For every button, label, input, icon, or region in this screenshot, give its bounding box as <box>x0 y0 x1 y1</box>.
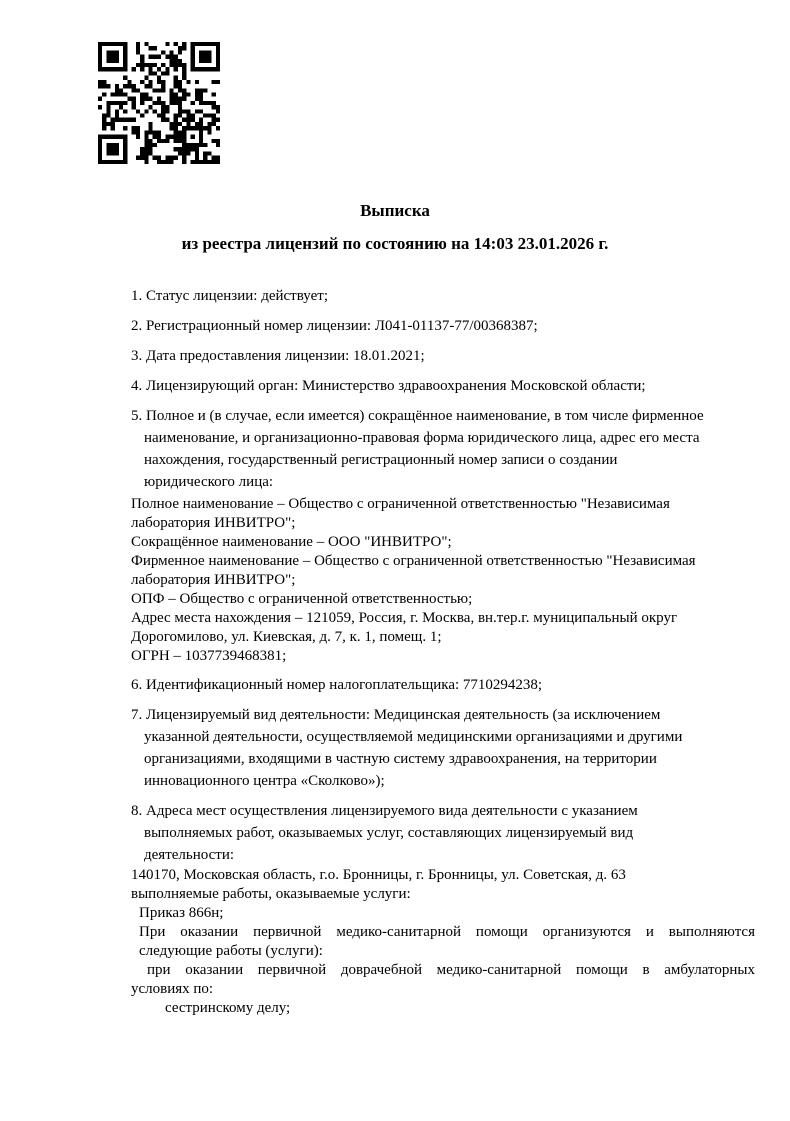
paragraph-12 <box>131 923 755 961</box>
doc-line: организациями, входящими в частную систему здравоохранения, на территории <box>144 751 657 767</box>
doc-line: следующие работы (услуги): <box>139 943 323 959</box>
doc-line: 5. Полное и (в случае, если имеется) сокращённое наименование, в том числе фирменное <box>131 408 704 424</box>
paragraph-1 <box>131 285 755 307</box>
document-title-block <box>0 200 790 255</box>
page-subtitle: из реестра лицензий по состоянию на 14:03 23.01.2026 г. <box>181 234 609 253</box>
doc-line: 8. Адреса мест осуществления лицензируемого вида деятельности с указанием <box>131 803 638 819</box>
paragraph-2 <box>131 315 755 337</box>
doc-line: инновационного центра «Сколково»); <box>144 773 385 789</box>
document-body <box>131 285 755 1018</box>
doc-line: 140170, Московская область, г.о. Бронницы, г. Бронницы, ул. Советская, д. 63 <box>131 867 626 883</box>
doc-line: 1. Статус лицензии: действует; <box>131 288 328 304</box>
doc-line: лаборатория ИНВИТРО"; <box>131 515 296 531</box>
paragraph-13 <box>131 961 755 999</box>
paragraph-10 <box>131 866 755 904</box>
doc-line: Сокращённое наименование – ООО "ИНВИТРО"; <box>131 534 452 550</box>
doc-line: Адрес места нахождения – 121059, Россия, г. Москва, вн.тер.г. муниципальный округ <box>131 610 678 626</box>
doc-line: ОПФ – Общество с ограниченной ответственностью; <box>131 591 473 607</box>
doc-line: Дорогомилово, ул. Киевская, д. 7, к. 1, помещ. 1; <box>131 629 442 645</box>
doc-line: При оказании первичной медико-санитарной помощи организуются и выполняются <box>139 924 755 940</box>
paragraph-11 <box>131 904 755 923</box>
paragraph-3 <box>131 345 755 367</box>
doc-line: Приказ 866н; <box>139 905 224 921</box>
doc-line: 7. Лицензируемый вид деятельности: Медицинская деятельность (за исключением <box>131 707 661 723</box>
doc-line: выполняемые работы, оказываемые услуги: <box>131 886 411 902</box>
doc-line: условиях по: <box>131 981 214 997</box>
paragraph-7 <box>131 674 755 696</box>
doc-line: при оказании первичной доврачебной медико-санитарной помощи в амбулаторных <box>147 962 755 978</box>
doc-line: выполняемых работ, оказываемых услуг, составляющих лицензируемый вид <box>144 825 634 841</box>
paragraph-5 <box>131 405 755 493</box>
doc-line: юридического лица: <box>144 474 274 490</box>
paragraph-6 <box>131 495 755 666</box>
doc-line: ОГРН – 1037739468381; <box>131 648 287 664</box>
doc-line: нахождения, государственный регистрационный номер записи о создании <box>144 452 618 468</box>
qr-code-icon <box>98 42 220 164</box>
paragraph-8 <box>131 704 755 792</box>
doc-line: 3. Дата предоставления лицензии: 18.01.2021; <box>131 348 425 364</box>
doc-line: 4. Лицензирующий орган: Министерство здравоохранения Московской области; <box>131 378 646 394</box>
doc-line: деятельности: <box>144 847 235 863</box>
paragraph-14 <box>131 999 755 1018</box>
paragraph-4 <box>131 375 755 397</box>
page-title: Выписка <box>360 201 430 220</box>
doc-line: сестринскому делу; <box>165 1000 291 1016</box>
paragraph-9 <box>131 800 755 866</box>
doc-line: Полное наименование – Общество с ограниченной ответственностью "Независимая <box>131 496 670 512</box>
doc-line: лаборатория ИНВИТРО"; <box>131 572 296 588</box>
doc-line: 6. Идентификационный номер налогоплательщика: 7710294238; <box>131 677 543 693</box>
doc-line: 2. Регистрационный номер лицензии: Л041-01137-77/00368387; <box>131 318 538 334</box>
doc-line: указанной деятельности, осуществляемой медицинскими организациями и другими <box>144 729 683 745</box>
doc-line: наименование, и организационно-правовая форма юридического лица, адрес его места <box>144 430 700 446</box>
doc-line: Фирменное наименование – Общество с ограниченной ответственностью "Независимая <box>131 553 696 569</box>
